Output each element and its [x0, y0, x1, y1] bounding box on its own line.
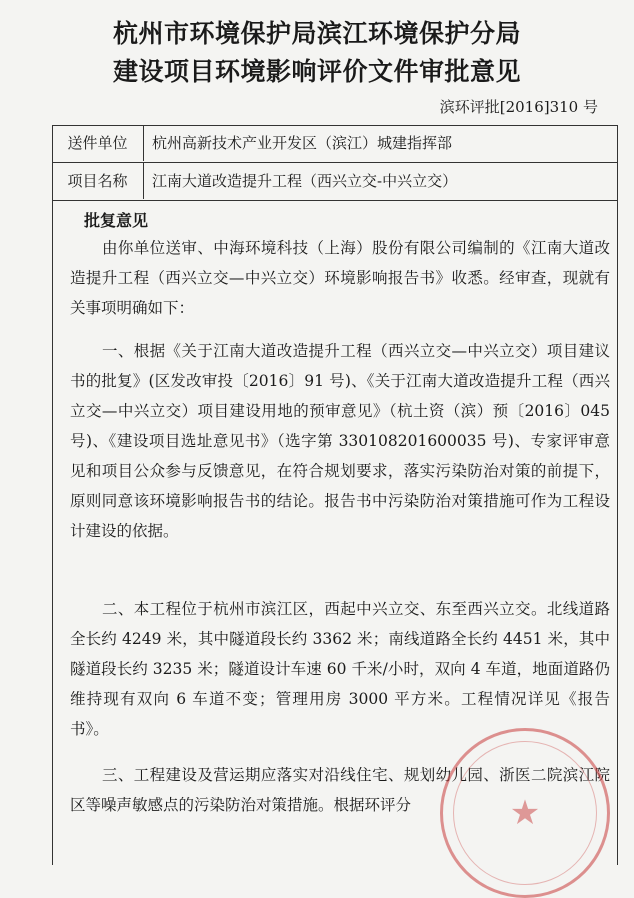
opinion-heading: 批复意见	[84, 211, 149, 230]
opinion-paragraph: 一、根据《关于江南大道改造提升工程（西兴立交—中兴立交）项目建议书的批复》(区发改审投〔2016〕91 号)、《关于江南大道改造提升工程（西兴立交—中兴立交）项目建设用地的预审意见》（杭土资（滨）预〔2016〕045 号)、《建设项目选址意见书》（选字第 330108201600035 号)、专家评审意见和项目公众参与反馈意见，在符合规划要求，落实污染防治对策的前提下，原则同意该环境影响报告书的结论。报告书中污染防治对策措施可作为工程设计建设的依据。	[70, 342, 610, 540]
project-value: 江南大道改造提升工程（西兴立交-中兴立交）	[152, 172, 458, 190]
opinion-paragraph: 二、本工程位于杭州市滨江区，西起中兴立交、东至西兴立交。北线道路全长约 4249 米，其中隧道段长约 3362 米；南线道路全长约 4451 米，其中隧道段长约 3235 米；隧道设计车速 60 千米/小时，双向 4 车道，地面道路仍维持现有双向 6 车道不变；管理用房 3000 平方米。工程情况详见《报告书》。	[70, 600, 610, 738]
project-row	[52, 163, 618, 201]
opinion-paragraph: 由你单位送审、中海环境科技（上海）股份有限公司编制的《江南大道改造提升工程（西兴立交—中兴立交）环境影响报告书》收悉。经审查，现就有关事项明确如下：	[70, 239, 610, 317]
sender-row	[52, 125, 618, 163]
seal-star-icon: ★	[509, 793, 541, 833]
opinion-paragraph: 三、工程建设及营运期应落实对沿线住宅、规划幼儿园、浙医二院滨江院区等噪声敏感点的污染防治对策措施。根据环评分	[70, 766, 610, 814]
sender-value: 杭州高新技术产业开发区（滨江）城建指挥部	[152, 134, 453, 152]
title-line-1: 杭州市环境保护局滨江环境保护分局	[112, 19, 521, 48]
project-label: 项目名称	[52, 163, 144, 199]
document-number: 滨环评批[2016]310 号	[439, 98, 598, 116]
sender-label: 送件单位	[52, 125, 144, 161]
title-line-2: 建设项目环境影响评价文件审批意见	[112, 57, 521, 86]
